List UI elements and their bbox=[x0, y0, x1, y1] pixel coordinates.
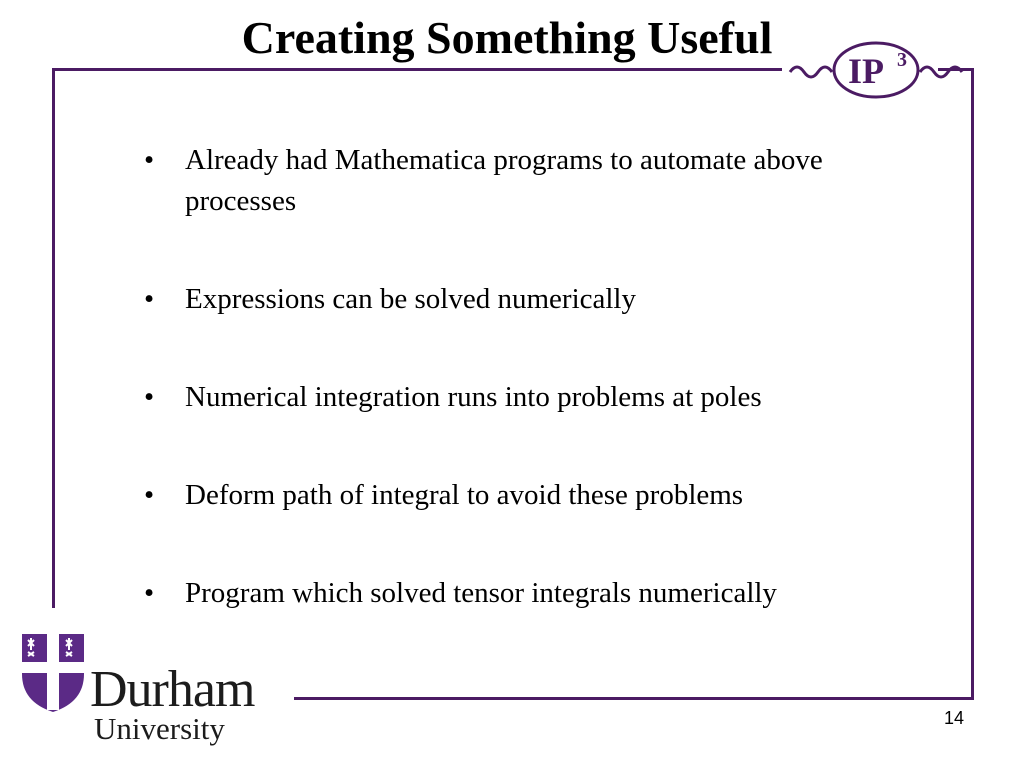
bullet-text: Deform path of integral to avoid these problems bbox=[185, 479, 744, 511]
bullet-item bbox=[140, 279, 900, 320]
bullet-symbol: • bbox=[144, 381, 155, 413]
durham-logo-subname: University bbox=[94, 711, 225, 746]
frame-bottom-line bbox=[294, 697, 974, 700]
bullet-text: Expressions can be solved numerically bbox=[185, 283, 636, 315]
bullet-item bbox=[140, 140, 900, 222]
frame-top-line bbox=[52, 68, 782, 71]
bullet-text: Numerical integration runs into problems at poles bbox=[185, 381, 762, 413]
bullet-item bbox=[140, 377, 900, 418]
bullet-symbol: • bbox=[144, 479, 155, 511]
bullet-list bbox=[140, 140, 900, 614]
bullet-item bbox=[140, 475, 900, 516]
page-number: 14 bbox=[943, 708, 964, 728]
durham-logo-name: Durham bbox=[90, 661, 255, 718]
ip3-logo-text: IP bbox=[848, 51, 884, 91]
ip3-logo-superscript: 3 bbox=[897, 49, 907, 71]
bullet-text: Program which solved tensor integrals numerically bbox=[185, 577, 777, 609]
bullet-text: Already had Mathematica programs to automate above processes bbox=[185, 144, 823, 217]
durham-shield-icon bbox=[20, 632, 86, 714]
bullet-symbol: • bbox=[144, 144, 155, 176]
frame-left-line bbox=[52, 68, 55, 608]
bullet-symbol: • bbox=[144, 283, 155, 315]
bullet-item bbox=[140, 573, 900, 614]
frame-right-line bbox=[971, 68, 974, 700]
ip3-logo bbox=[786, 36, 966, 105]
durham-university-logo bbox=[20, 632, 280, 752]
bullet-symbol: • bbox=[144, 577, 155, 609]
slide-title: Creating Something Useful bbox=[241, 12, 773, 63]
